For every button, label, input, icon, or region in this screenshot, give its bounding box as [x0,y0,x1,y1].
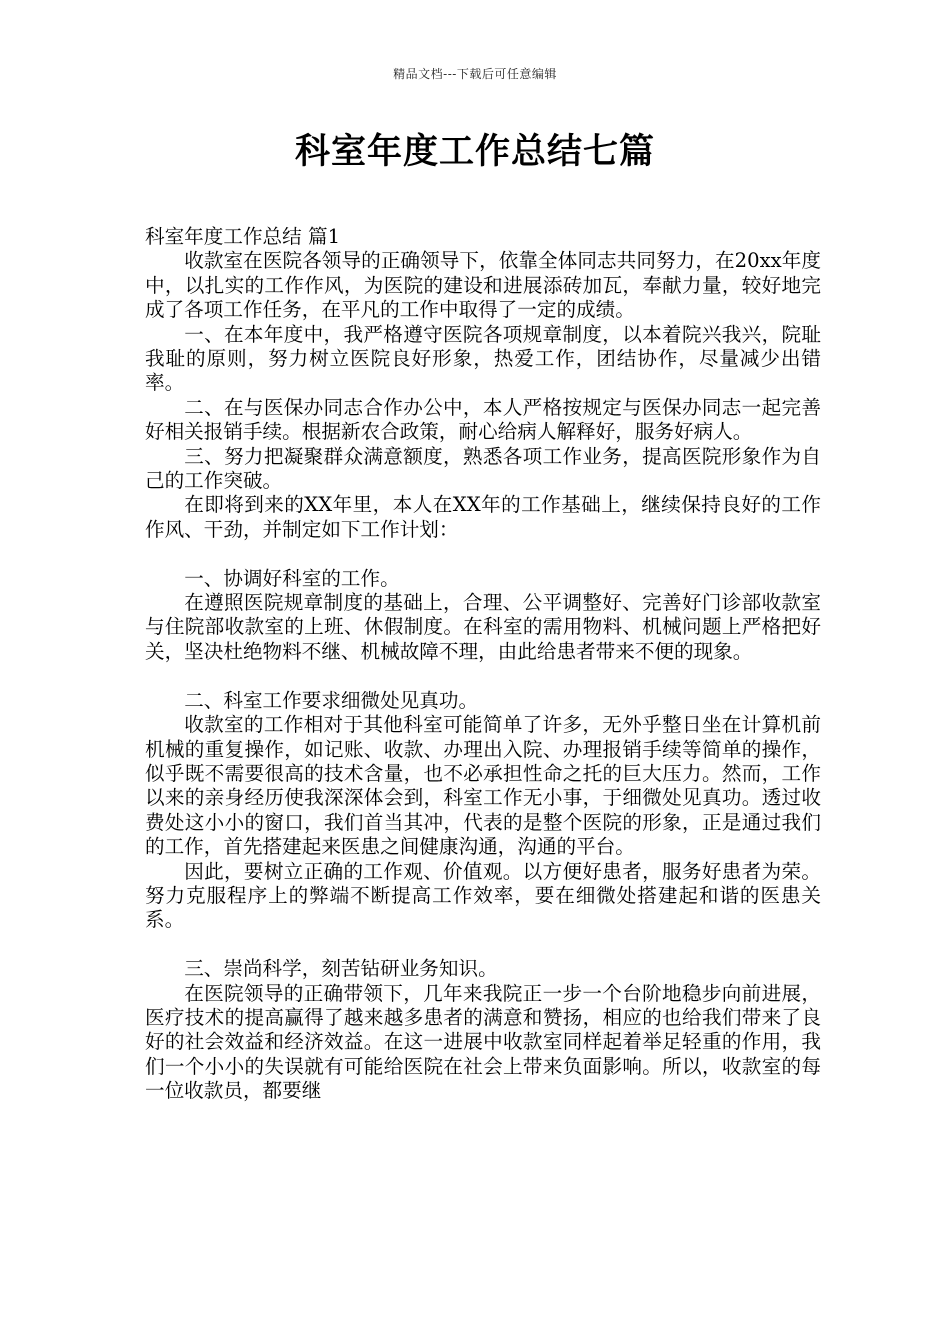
paragraph: 三、努力把凝聚群众满意额度，熟悉各项工作业务，提高医院形象作为自己的工作突破。 [145,444,821,493]
paragraph: 因此，要树立正确的工作观、价值观。以方便好患者，服务好患者为荣。努力克服程序上的弊端不断提高工作效率，要在细微处搭建起和谐的医患关系。 [145,859,821,932]
paragraph: 在即将到来的XX年里，本人在XX年的工作基础上，继续保持良好的工作作风、干劲，并制定如下工作计划： [145,493,821,541]
paragraph: 在遵照医院规章制度的基础上，合理、公平调整好、完善好门诊部收款室与住院部收款室的上班、休假制度。在科室的需用物料、机械问题上严格把好关，坚决杜绝物料不继、机械故障不理，由此给患者带来不便的现象。 [145,591,821,663]
paragraph: 收款室的工作相对于其他科室可能简单了许多，无外乎整日坐在计算机前机械的重复操作，如记账、收款、办理出入院、办理报销手续等简单的操作，似乎既不需要很高的技术含量，也不必承担性命之托的巨大压力。然而，工作以来的亲身经历使我深深体会到，科室工作无小事，于细微处见真功。透过收费处这小小的窗口，我们首当其冲，代表的是整个医院的形象，正是通过我们的工作，首先搭建起来医患之间健康沟通，沟通的平台。 [145,713,821,859]
header-note: 精品文档---下载后可任意编辑 [393,67,557,81]
paragraph: 二、在与医保办同志合作办公中，本人严格按规定与医保办同志一起完善好相关报销手续。根据新农合政策，耐心给病人解释好，服务好病人。 [145,395,821,444]
subheading: 三、崇尚科学，刻苦钻研业务知识。 [184,957,498,981]
paragraph: 一、在本年度中，我严格遵守医院各项规章制度，以本着院兴我兴，院耻我耻的原则，努力树立医院良好形象，热爱工作，团结协作，尽量减少出错率。 [145,322,821,395]
paragraph-spacer [145,542,821,566]
paragraph: 收款室在医院各领导的正确领导下，依靠全体同志共同努力，在20xx年度中，以扎实的工作作风，为医院的建设和进展添砖加瓦，奉献力量，较好地完成了各项工作任务，在平凡的工作中取得了一定的成绩。 [145,249,821,322]
document-title: 科室年度工作总结七篇 [294,132,655,172]
document-body [145,225,821,1104]
paragraph-spacer [145,933,821,957]
subheading: 一、协调好科室的工作。 [184,566,400,590]
paragraph: 在医院领导的正确带领下，几年来我院正一步一个台阶地稳步向前进展，医疗技术的提高赢得了越来越多患者的满意和赞扬，相应的也给我们带来了良好的社会效益和经济效益。在这一进展中收款室同样起着举足轻重的作用，我们一个小小的失误就有可能给医院在社会上带来负面影响。所以，收款室的每一位收款员，都要继 [145,981,821,1103]
subheading: 二、科室工作要求细微处见真功。 [184,688,479,712]
paragraph-spacer [145,664,821,688]
section-heading: 科室年度工作总结 篇1 [145,225,341,248]
